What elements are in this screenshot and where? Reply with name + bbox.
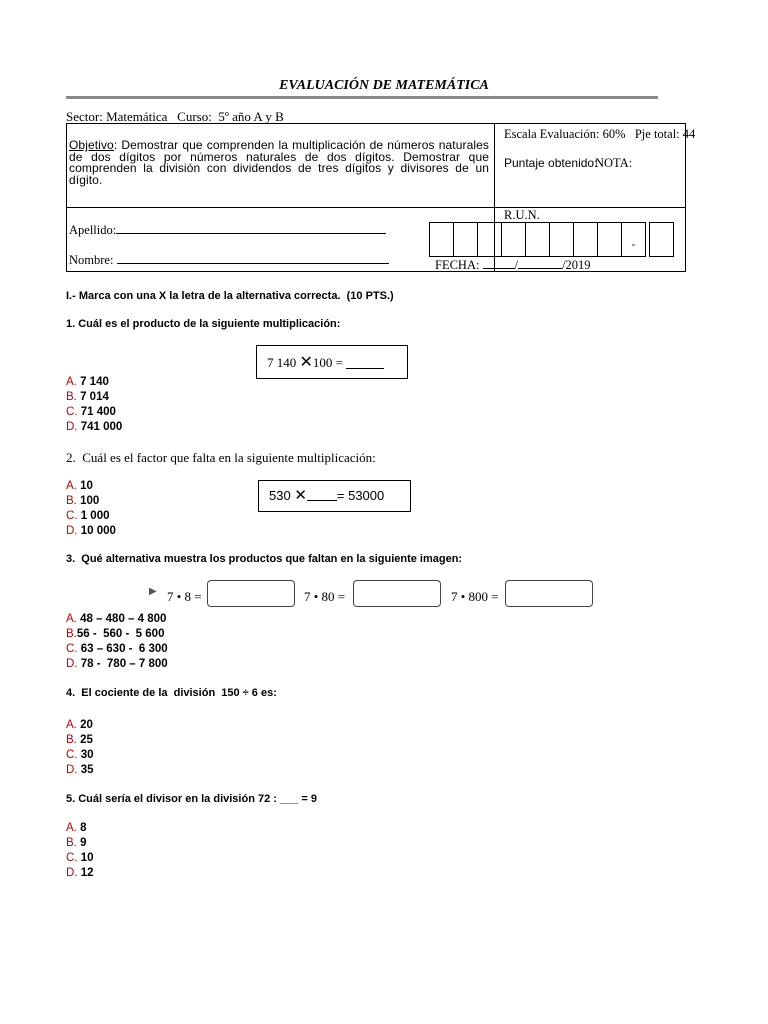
option-c[interactable]: C. 63 – 630 - 6 300 <box>66 643 168 655</box>
run-digit-box[interactable] <box>549 222 574 257</box>
options-q5 <box>66 821 94 881</box>
answer-box-1[interactable] <box>207 580 295 607</box>
option-b[interactable]: B. 25 <box>66 734 93 746</box>
table-horizontal-divider <box>67 207 685 208</box>
option-d[interactable]: D. 35 <box>66 764 94 776</box>
run-digit-box[interactable] <box>453 222 478 257</box>
option-a[interactable]: A. 20 <box>66 719 93 731</box>
options-q4 <box>66 718 94 778</box>
play-arrow-icon: ▶ <box>149 586 157 597</box>
title-divider <box>66 96 658 99</box>
run-digit-box[interactable] <box>525 222 550 257</box>
question-1: 1. Cuál es el producto de la siguiente multiplicación: <box>66 318 341 330</box>
option-b[interactable]: B. 100 <box>66 495 100 507</box>
run-digit-box[interactable] <box>429 222 454 257</box>
option-b[interactable]: B.56 - 560 - 5 600 <box>66 628 165 640</box>
option-c[interactable]: C. 1 000 <box>66 510 110 522</box>
option-d[interactable]: D. 12 <box>66 867 94 879</box>
apellido-field[interactable]: Apellido: <box>69 223 386 238</box>
option-b[interactable]: B. 9 <box>66 837 87 849</box>
apellido-line[interactable] <box>116 223 386 234</box>
option-d[interactable]: D. 78 - 780 – 7 800 <box>66 658 168 670</box>
run-boxes[interactable] <box>430 222 674 257</box>
equation-box-1: 7 140 ✕100 = <box>256 345 408 379</box>
run-digit-box[interactable] <box>573 222 598 257</box>
question-2: 2. Cuál es el factor que falta en la siguiente multiplicación: <box>66 450 376 465</box>
answer-blank[interactable] <box>346 368 384 369</box>
question-3: 3. Qué alternativa muestra los productos que faltan en la siguiente imagen: <box>66 553 463 565</box>
option-c[interactable]: C. 71 400 <box>66 406 116 418</box>
option-a[interactable]: A. 8 <box>66 822 87 834</box>
nota-label: NOTA: <box>595 156 633 170</box>
run-digit-box[interactable] <box>501 222 526 257</box>
run-digit-box[interactable] <box>477 222 502 257</box>
option-b[interactable]: B. 7 014 <box>66 391 109 403</box>
fecha-field[interactable]: FECHA: / /2019 <box>435 258 591 272</box>
section-instruction: I.- Marca con una X la letra de la alternativa correcta. (10 PTS.) <box>66 290 394 302</box>
option-a[interactable]: A. 48 – 480 – 4 800 <box>66 613 167 625</box>
run-label: R.U.N. <box>504 208 540 222</box>
question-5: 5. Cuál sería el divisor en la división 72 : ___ = 9 <box>66 793 317 805</box>
option-d[interactable]: D. 741 000 <box>66 421 123 433</box>
multiply-icon: ✕ <box>299 354 313 371</box>
options-q2 <box>66 479 116 539</box>
option-c[interactable]: C. 10 <box>66 852 94 864</box>
page-title: EVALUACIÓN DE MATEMÁTICA <box>279 78 489 93</box>
sector-line: Sector: Matemática Curso: 5º año A y B <box>66 109 284 124</box>
nombre-line[interactable] <box>117 253 389 264</box>
objective-text: Objetivo: Demostrar que comprenden la multiplicación de números naturales de dos dígitos por números naturales de dos dígitos. Demostrar que comprenden la división con dividendos de tres dígitos y divisores de un dígito. <box>69 138 489 187</box>
multiply-icon: ✕ <box>294 487 307 504</box>
multiplication-image: ▶ 7 • 8 = 7 • 80 = 7 • 800 = <box>149 580 599 610</box>
option-a[interactable]: A. 7 140 <box>66 376 109 388</box>
run-digit-box[interactable] <box>597 222 622 257</box>
equation-box-2: 530 ✕ = 53000 <box>258 480 411 512</box>
nombre-field[interactable]: Nombre: <box>69 253 389 268</box>
options-q3 <box>66 612 168 672</box>
header-table <box>66 123 696 272</box>
answer-box-3[interactable] <box>505 580 593 607</box>
objective-label: Objetivo <box>69 138 114 152</box>
options-q1 <box>66 375 122 435</box>
option-c[interactable]: C. 30 <box>66 749 94 761</box>
question-4: 4. El cociente de la división 150 ÷ 6 es: <box>66 687 277 699</box>
option-d[interactable]: D. 10 000 <box>66 525 116 537</box>
run-verifier-box[interactable] <box>649 222 674 257</box>
answer-blank[interactable] <box>307 500 337 501</box>
answer-box-2[interactable] <box>353 580 441 607</box>
puntaje-obtenido: Puntaje obtenido: <box>504 156 598 170</box>
escala-evaluacion: Escala Evaluación: 60% Pje total: 44 <box>504 127 696 141</box>
run-dash-box: - <box>621 222 646 257</box>
option-a[interactable]: A. 10 <box>66 480 93 492</box>
